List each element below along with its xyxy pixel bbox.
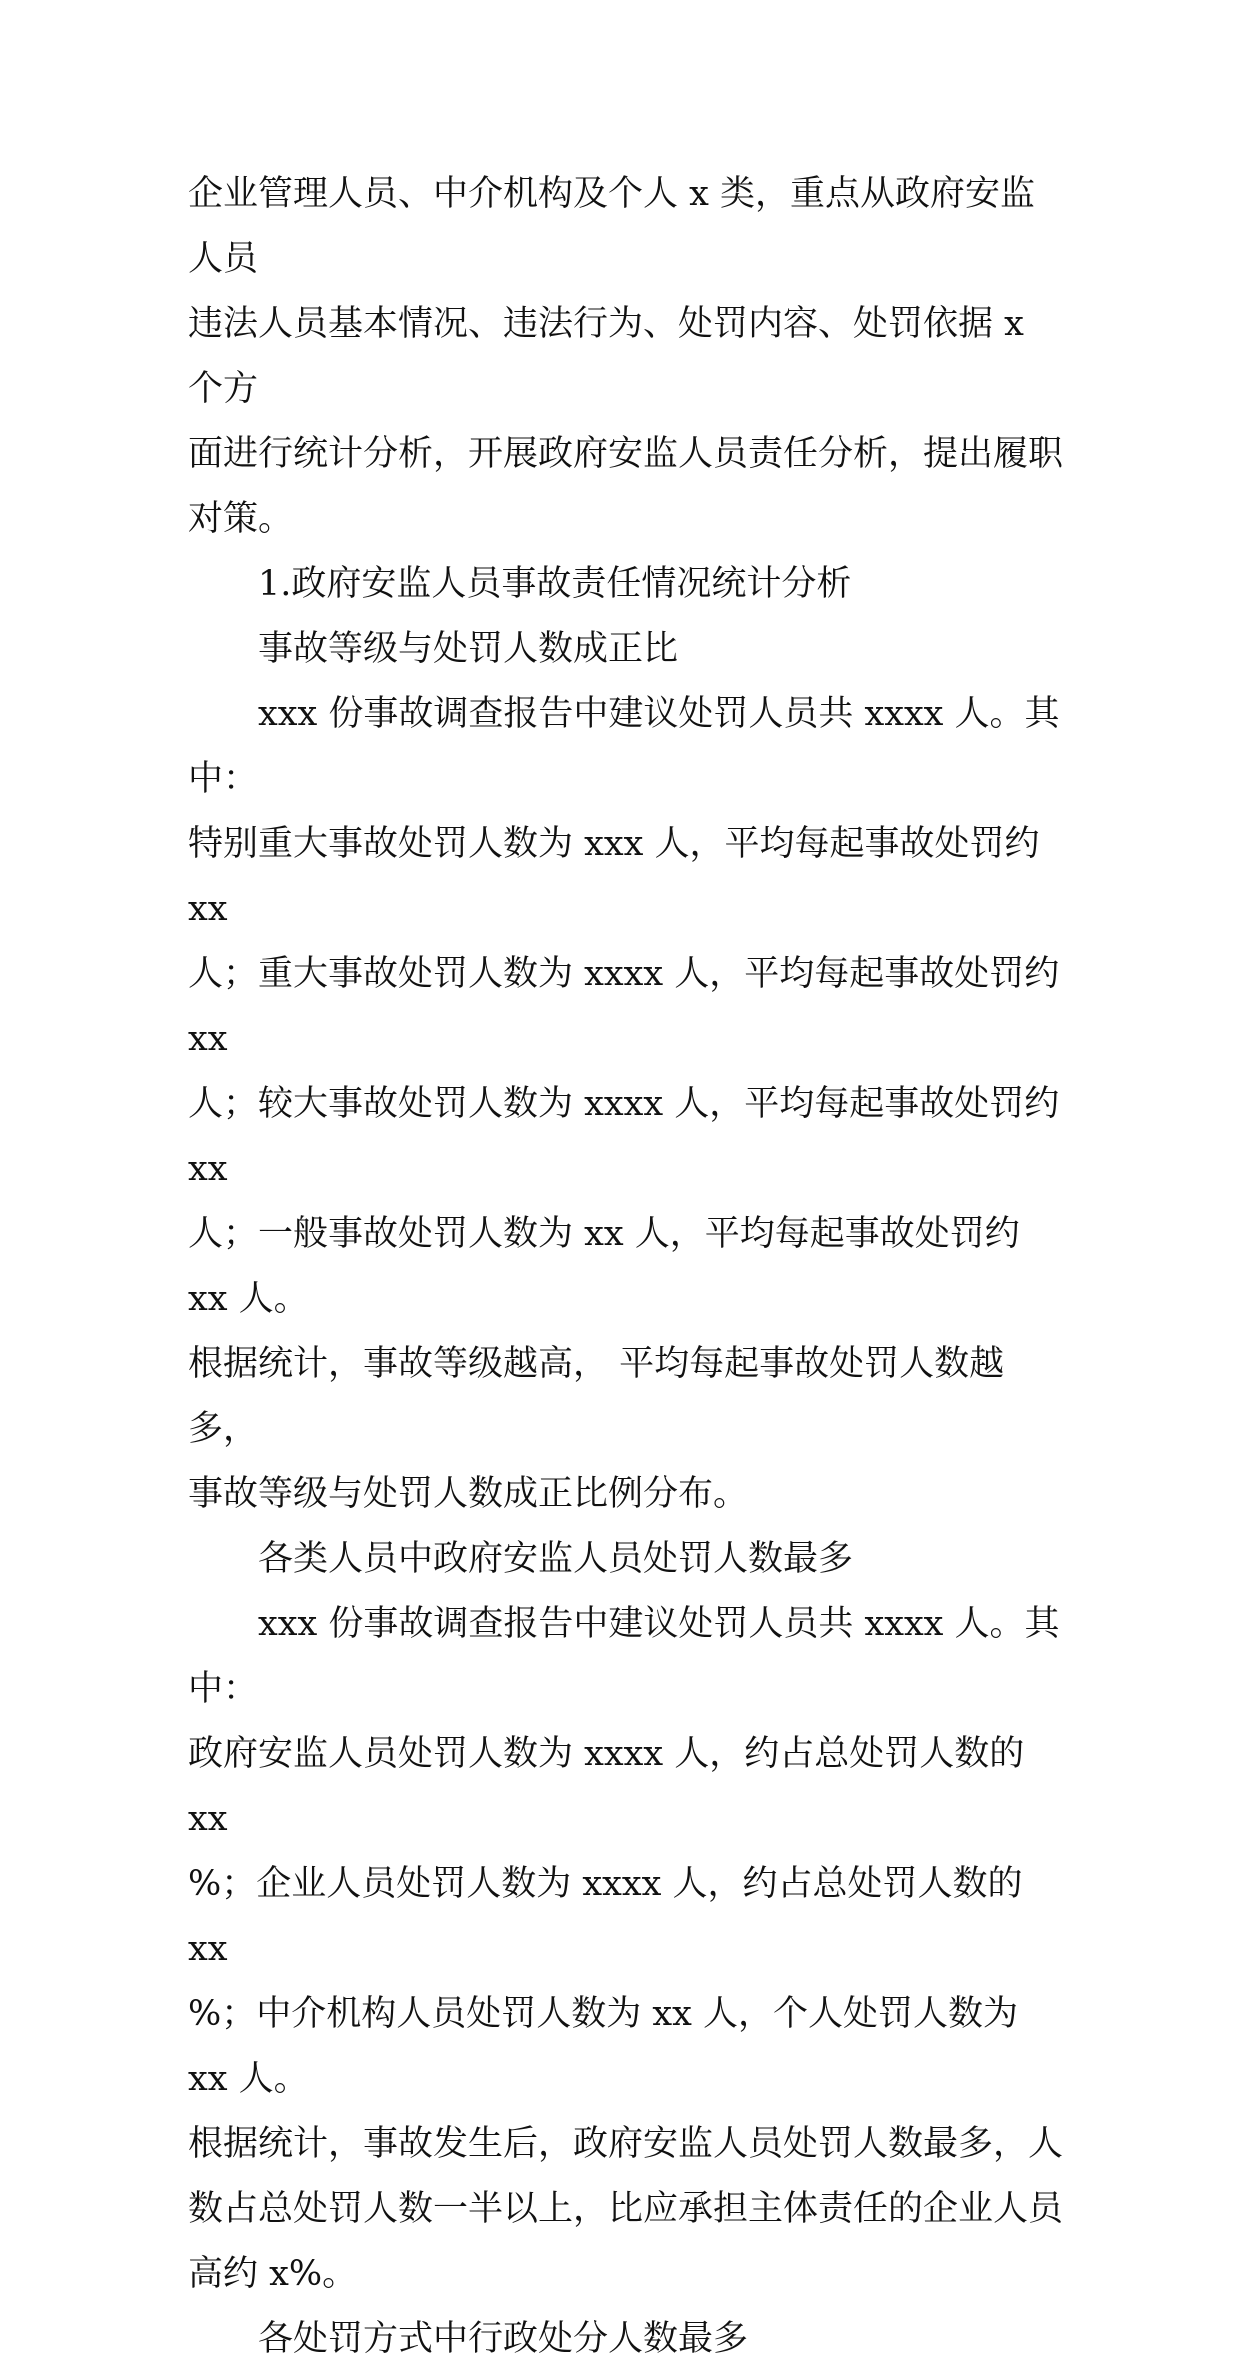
- paragraph-accident-level: [188, 682, 1068, 1527]
- text-line: 数占总处罚人数一半以上，比应承担主体责任的企业人员: [188, 2189, 1064, 2229]
- text-line: 政府安监人员处罚人数为 xxxx 人，约占总处罚人数的 xx: [188, 1734, 1025, 1839]
- text-line: 根据统计，事故发生后，政府安监人员处罚人数最多，人: [188, 2124, 1064, 2164]
- text-line: 特别重大事故处罚人数为 xxx 人，平均每起事故处罚约 xx: [188, 824, 1040, 929]
- subsection-title: 事故等级与处罚人数成正比: [258, 629, 679, 669]
- section-heading: [188, 552, 1068, 617]
- text-line: 根据统计，事故等级越高， 平均每起事故处罚人数越多，: [188, 1344, 1005, 1449]
- text-line: 对策。: [188, 499, 294, 539]
- text-line: 人；较大事故处罚人数为 xxxx 人，平均每起事故处罚约 xx: [188, 1084, 1060, 1189]
- document-body: [188, 162, 1068, 2372]
- subsection-title: 各类人员中政府安监人员处罚人数最多: [258, 1539, 854, 1579]
- subsection-heading: [188, 617, 1068, 682]
- text-line: 人；重大事故处罚人数为 xxxx 人，平均每起事故处罚约 xx: [188, 954, 1060, 1059]
- paragraph-intro: [188, 162, 1068, 552]
- text-line: %；企业人员处罚人数为 xxxx 人，约占总处罚人数的 xx: [188, 1864, 1023, 1969]
- text-line: %；中介机构人员处罚人数为 xx 人，个人处罚人数为 xx 人。: [188, 1994, 1018, 2099]
- text-line: xxx 份事故调查报告中建议处罚人员共 xxxx 人。其中：: [188, 1604, 1060, 1709]
- text-line: 企业管理人员、中介机构及个人 x 类，重点从政府安监人员: [188, 174, 1035, 279]
- subsection-heading: [188, 2307, 1068, 2372]
- text-line: 违法人员基本情况、违法行为、处罚内容、处罚依据 x 个方: [188, 304, 1024, 409]
- subsection-heading: [188, 1527, 1068, 1592]
- text-line: 事故等级与处罚人数成正比例分布。: [188, 1474, 749, 1514]
- text-line: 人；一般事故处罚人数为 xx 人，平均每起事故处罚约 xx 人。: [188, 1214, 1020, 1319]
- text-line: 面进行统计分析，开展政府安监人员责任分析，提出履职: [188, 434, 1064, 474]
- paragraph-personnel-type: [188, 1592, 1068, 2307]
- text-line: xxx 份事故调查报告中建议处罚人员共 xxxx 人。其中：: [188, 694, 1060, 799]
- subsection-title: 各处罚方式中行政处分人数最多: [258, 2319, 749, 2359]
- text-line: 高约 x%。: [188, 2254, 358, 2294]
- section-title: 1.政府安监人员事故责任情况统计分析: [258, 564, 852, 604]
